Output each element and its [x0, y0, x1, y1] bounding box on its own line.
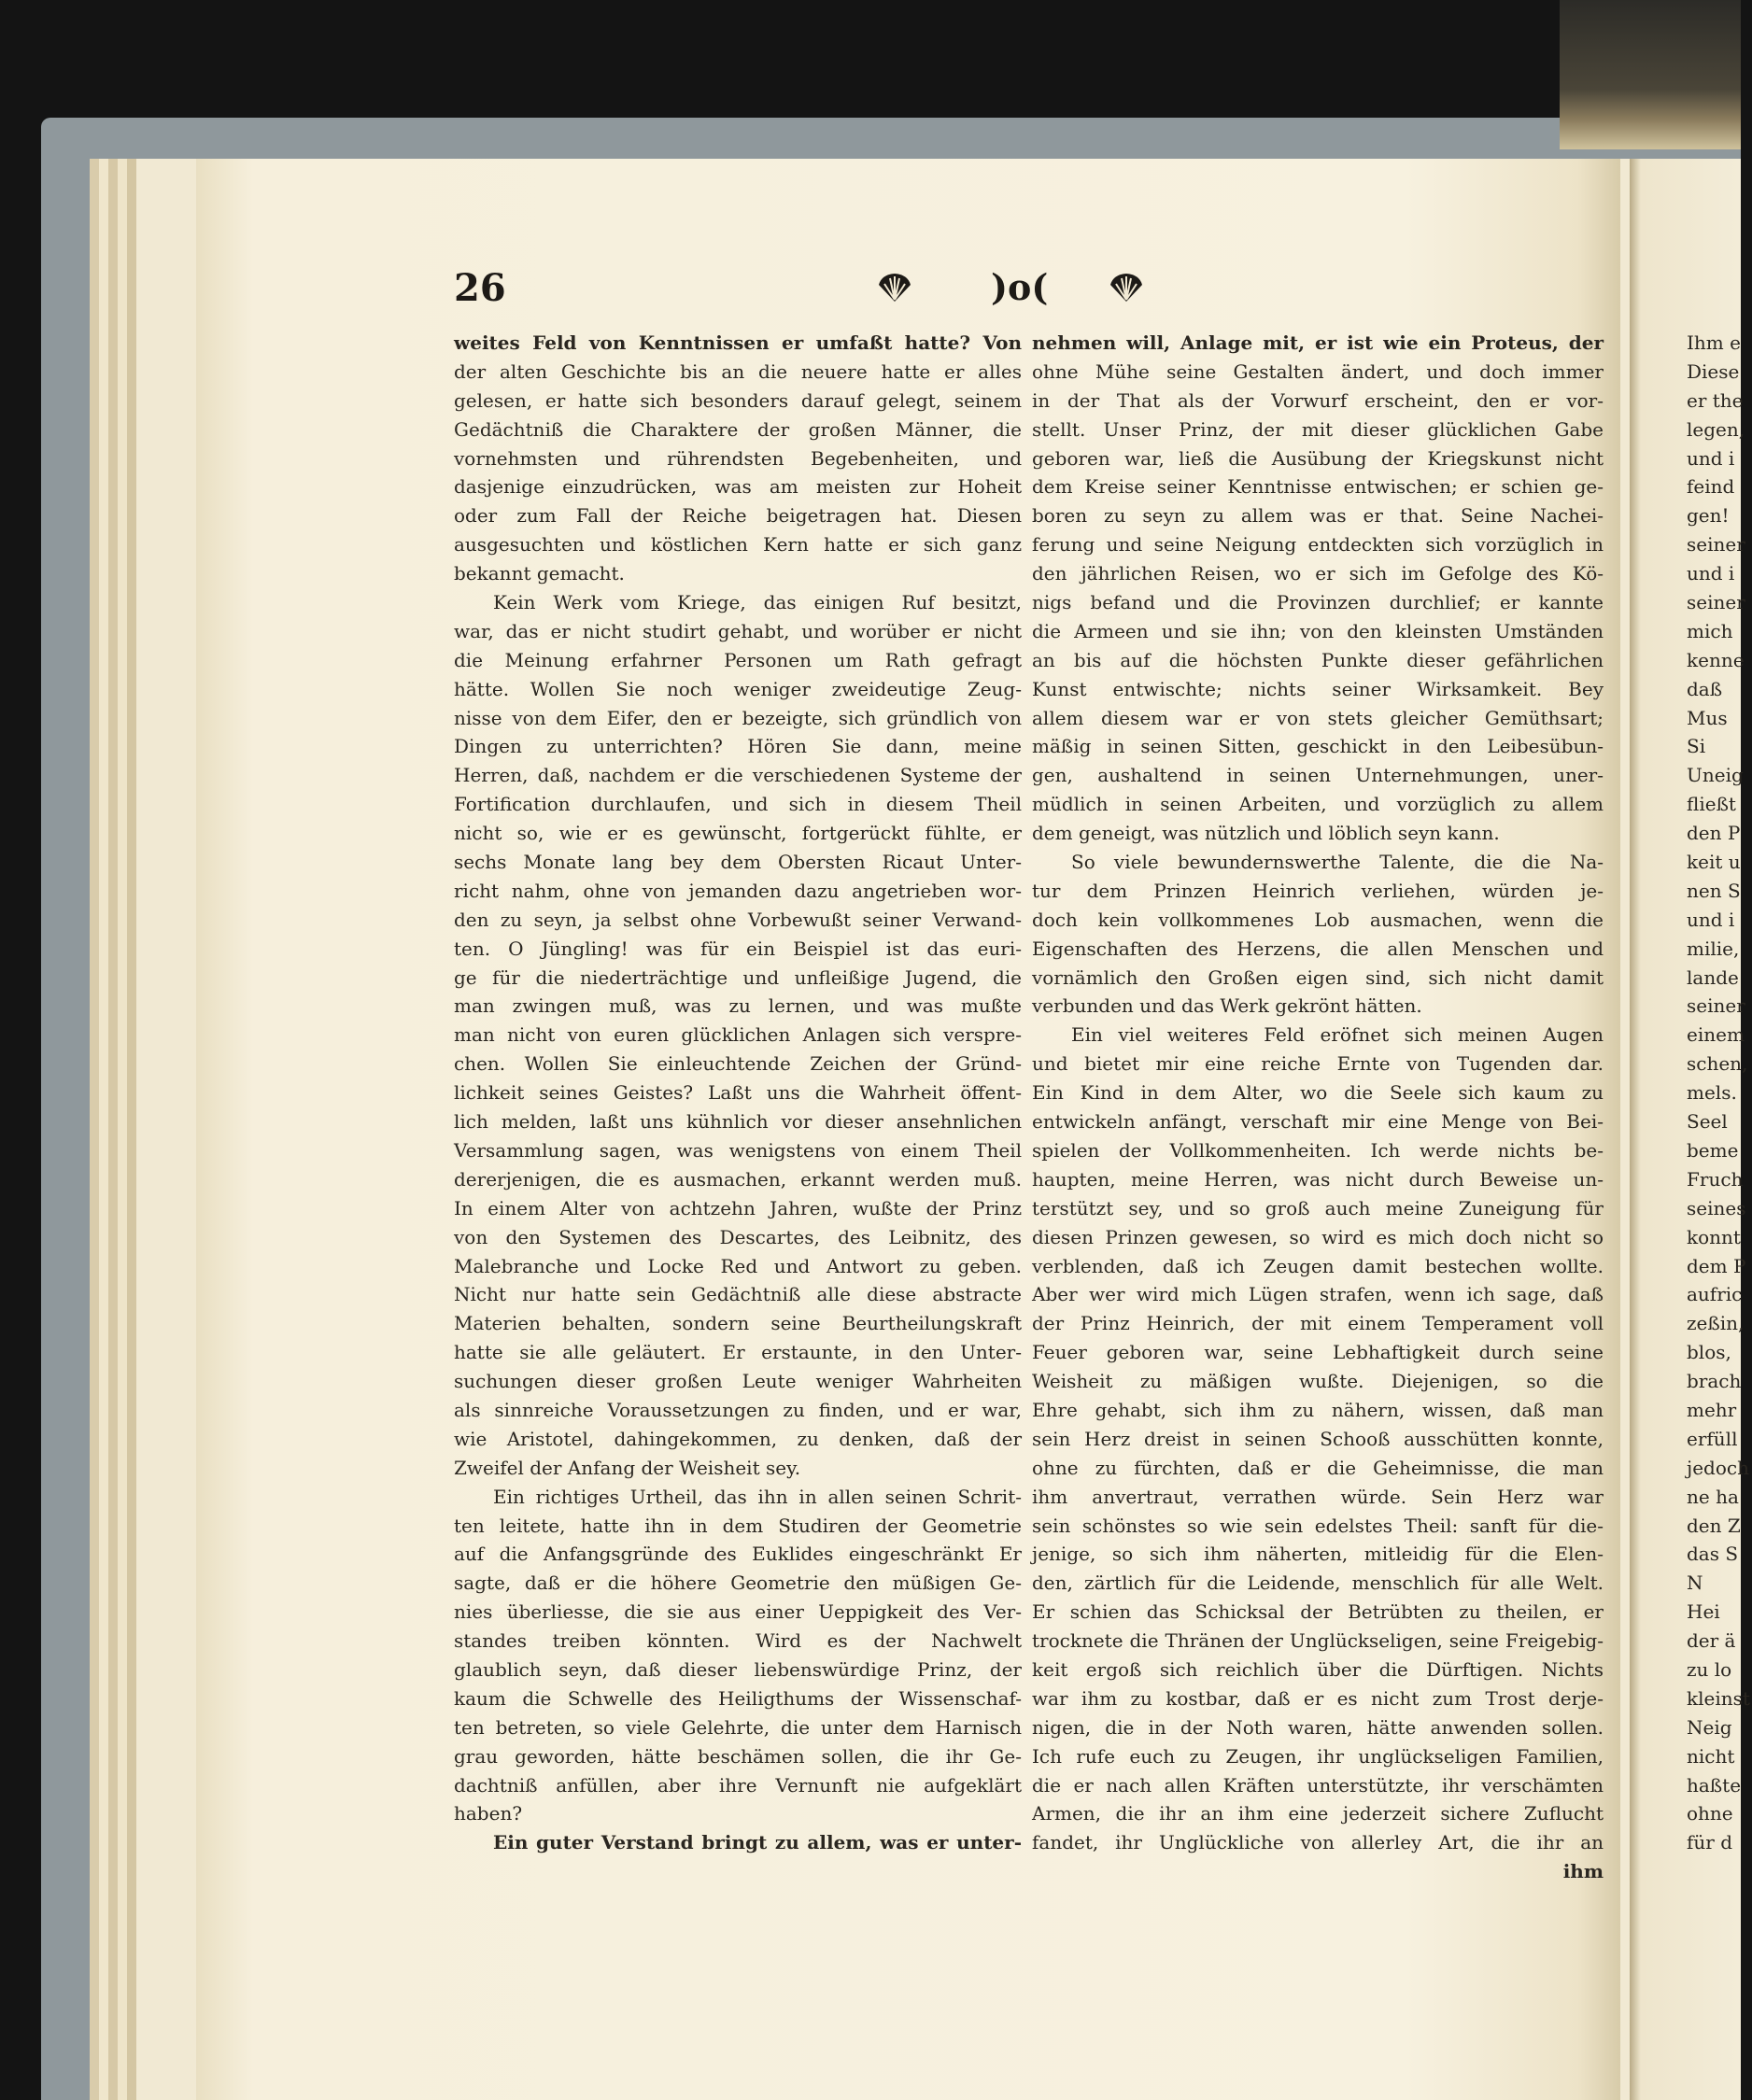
text-line: Kein Werk vom Kriege, das einigen Ruf besitzt, [493, 591, 1022, 614]
text-line: sagte, daß er die höhere Geometrie den müßigen Ge- [454, 1571, 1022, 1595]
text-line: gelesen, er hatte sich besonders darauf gelegt, seinem [454, 388, 1022, 412]
text-line: ten. O Jüngling! was für ein Beispiel ist das euri- [454, 937, 1022, 960]
facing-page-fragment: jedoch [1687, 1456, 1749, 1479]
facing-page-fragment: mels. [1687, 1081, 1737, 1105]
text-line: auf die Anfangsgründe des Euklides eingeschränkt Er [454, 1543, 1022, 1566]
text-line: ten leitete, hatte ihn in dem Studiren der Geometrie [454, 1514, 1022, 1537]
text-line: nigen, die in der Noth waren, hätte anwenden sollen. [1032, 1715, 1604, 1739]
text-line: geboren war, ließ die Ausübung der Kriegskunst nicht [1032, 446, 1604, 470]
text-line: dachtniß anfüllen, aber ihre Vernunft nie aufgeklärt [454, 1773, 1022, 1797]
facing-page-fragment: Mus [1687, 706, 1728, 729]
text-line: richt nahm, ohne von jemanden dazu angetrieben wor- [454, 879, 1022, 902]
text-line: nehmen will, Anlage mit, er ist wie ein Proteus, der [1032, 331, 1604, 354]
facing-page-fragment: das S [1687, 1543, 1739, 1566]
facing-page-fragment: erfüll [1687, 1427, 1738, 1450]
facing-page-fragment: brach [1687, 1370, 1742, 1393]
text-line: nicht so, wie er es gewünscht, fortgerückt fühlte, er [454, 822, 1022, 845]
text-line: Dingen zu unterrichten? Hören Sie dann, meine [454, 735, 1022, 758]
text-line: weites Feld von Kenntnissen er umfaßt hatte? Von [454, 331, 1022, 354]
facing-page-fragment: und i [1687, 446, 1735, 470]
text-line: ausgesuchten und köstlichen Kern hatte er sich ganz [454, 533, 1022, 557]
text-line: terstützt sey, und so groß auch meine Zuneigung für [1032, 1196, 1604, 1219]
text-line: Gedächtniß die Charaktere der großen Männer, die [454, 417, 1022, 441]
facing-page-fragment: einem [1687, 1023, 1745, 1047]
text-line: die er nach allen Kräften unterstützte, ihr verschämten [1032, 1773, 1604, 1797]
facing-page-fragment: Hei [1687, 1600, 1720, 1624]
facing-page-fragment: für d [1687, 1831, 1733, 1854]
facing-page-fragment: seiner [1687, 994, 1745, 1018]
facing-page-fragment: keit u [1687, 851, 1741, 874]
facing-page-fragment: seiner [1687, 591, 1745, 614]
text-line: chen. Wollen Sie einleuchtende Zeichen der Gründ- [454, 1052, 1022, 1076]
text-line: nisse von dem Eifer, den er bezeigte, sich gründlich von [454, 706, 1022, 729]
catchword: ihm [1562, 1860, 1604, 1883]
text-line: oder zum Fall der Reiche beigetragen hat. Diesen [454, 504, 1022, 528]
text-line: lichkeit seines Geistes? Laßt uns die Wahrheit öffent- [454, 1081, 1022, 1105]
facing-page-fragment: daß [1687, 677, 1723, 700]
shell-ornament-icon [1108, 272, 1145, 303]
text-line: dasjenige einzudrücken, was am meisten zur Hoheit [454, 475, 1022, 499]
facing-page-fragment: ohne [1687, 1802, 1733, 1825]
text-line: Ich rufe euch zu Zeugen, ihr unglückseligen Familien, [1032, 1744, 1604, 1768]
facing-page-fragment: Diese [1687, 359, 1740, 383]
text-line: verblenden, daß ich Zeugen damit bestechen wollte. [1032, 1254, 1604, 1277]
facing-page-fragment: nicht [1687, 1744, 1735, 1768]
text-line: ohne Mühe seine Gestalten ändert, und doch immer [1032, 359, 1604, 383]
text-line: Zweifel der Anfang der Weisheit sey. [454, 1456, 801, 1479]
text-line: mäßig in seinen Sitten, geschickt in den Leibesübun- [1032, 735, 1604, 758]
facing-page-fragment: ne ha [1687, 1485, 1739, 1508]
text-line: die Meinung erfahrner Personen um Rath gefragt [454, 648, 1022, 671]
text-line: war, das er nicht studirt gehabt, und worüber er nicht [454, 619, 1022, 642]
text-line: von den Systemen des Descartes, des Leibnitz, des [454, 1225, 1022, 1248]
facing-page-fragment: Neig [1687, 1715, 1732, 1739]
text-line: müdlich in seinen Arbeiten, und vorzüglich zu allem [1032, 793, 1604, 816]
text-line: Herren, daß, nachdem er die verschiedenen Systeme der [454, 764, 1022, 787]
text-line: boren zu seyn zu allem was er that. Seine Nachei- [1032, 504, 1604, 528]
facing-page-fragment: schen, [1687, 1052, 1748, 1076]
text-line: verbunden und das Werk gekrönt hätten. [1032, 994, 1422, 1018]
text-line: den, zärtlich für die Leidende, menschlich für alle Welt. [1032, 1571, 1604, 1595]
text-line: vornehmsten und rührendsten Begebenheiten, und [454, 446, 1022, 470]
facing-page-fragment: zeßin, [1687, 1312, 1745, 1335]
text-line: der alten Geschichte bis an die neuere hatte er alles [454, 359, 1022, 383]
text-line: grau geworden, hätte beschämen sollen, die ihr Ge- [454, 1744, 1022, 1768]
facing-page-fragment: kleinst [1687, 1686, 1750, 1710]
facing-page-fragment: er the [1687, 388, 1744, 412]
text-line: nigs befand und die Provinzen durchlief; er kannte [1032, 591, 1604, 614]
facing-page-fragment: Uneig [1687, 764, 1744, 787]
text-line: den zu seyn, ja selbst ohne Vorbewußt seiner Verwand- [454, 908, 1022, 931]
text-line: der Prinz Heinrich, der mit einem Temperament voll [1032, 1312, 1604, 1335]
text-line: ten betreten, so viele Gelehrte, die unter dem Harnisch [454, 1715, 1022, 1739]
text-line: Ein viel weiteres Feld eröfnet sich meinen Augen [1071, 1023, 1604, 1047]
text-line: doch kein vollkommenes Lob ausmachen, wenn die [1032, 908, 1604, 931]
text-line: man zwingen muß, was zu lernen, und was mußte [454, 994, 1022, 1018]
text-line: bekannt gemacht. [454, 562, 625, 585]
text-line: spielen der Vollkommenheiten. Ich werde nichts be- [1032, 1138, 1604, 1162]
facing-page-fragment: feind [1687, 475, 1735, 499]
facing-page-fragment: mich [1687, 619, 1733, 642]
text-line: ihm anvertraut, verrathen würde. Sein Herz war [1032, 1485, 1604, 1508]
right-text-column [1032, 329, 1604, 1886]
text-line: sechs Monate lang bey dem Obersten Ricaut Unter- [454, 851, 1022, 874]
text-line: So viele bewundernswerthe Talente, die die Na- [1071, 851, 1604, 874]
text-line: Weisheit zu mäßigen wußte. Diejenigen, so die [1032, 1370, 1604, 1393]
text-line: gen, aushaltend in seinen Unternehmungen, uner- [1032, 764, 1604, 787]
facing-page-fragment: konnt [1687, 1225, 1741, 1248]
text-line: fandet, ihr Unglückliche von allerley Art, die ihr an [1032, 1831, 1604, 1854]
facing-page-fragment: mehr [1687, 1398, 1737, 1421]
text-line: ohne zu fürchten, daß er die Geheimnisse, die man [1032, 1456, 1604, 1479]
facing-page-fragment: nen S [1687, 879, 1741, 902]
header-mark: )o( [991, 266, 1049, 308]
facing-page-fragment: Seel [1687, 1110, 1728, 1134]
page-header [454, 266, 1164, 322]
left-text-column [454, 329, 1022, 1857]
stacked-book-edge [1560, 0, 1741, 149]
text-line: glaublich seyn, daß dieser liebenswürdige Prinz, der [454, 1657, 1022, 1681]
facing-page-fragment: aufric [1687, 1283, 1743, 1306]
text-line: Er schien das Schicksal der Betrübten zu theilen, er [1032, 1600, 1604, 1624]
text-line: Feuer geboren war, seine Lebhaftigkeit durch seine [1032, 1341, 1604, 1364]
facing-page-fragment: seiner [1687, 533, 1745, 557]
shell-ornament-icon [876, 272, 913, 303]
facing-page-fragment: seines [1687, 1196, 1746, 1219]
text-line: Malebranche und Locke Red und Antwort zu geben. [454, 1254, 1022, 1277]
text-line: sein schönstes so wie sein edelstes Theil: sanft für die- [1032, 1514, 1604, 1537]
text-line: die Armeen und sie ihn; von den kleinsten Umständen [1032, 619, 1604, 642]
facing-page-fragment: den P [1687, 822, 1741, 845]
facing-page-fragment: zu lo [1687, 1657, 1732, 1681]
facing-page-fragment: Si [1687, 735, 1706, 758]
text-line: stellt. Unser Prinz, der mit dieser glücklichen Gabe [1032, 417, 1604, 441]
facing-page-fragment: gen! [1687, 504, 1730, 528]
text-line: ge für die niederträchtige und unfleißige Jugend, die [454, 965, 1022, 989]
text-line: nies überliesse, die sie aus einer Ueppigkeit des Ver- [454, 1600, 1022, 1624]
text-line: tur dem Prinzen Heinrich verliehen, würden je- [1032, 879, 1604, 902]
text-line: hätte. Wollen Sie noch weniger zweideutige Zeug- [454, 677, 1022, 700]
text-line: und bietet mir eine reiche Ernte von Tugenden dar. [1032, 1052, 1604, 1076]
text-line: den jährlichen Reisen, wo er sich im Gefolge des Kö- [1032, 562, 1604, 585]
text-line: Fortification durchlaufen, und sich in diesem Theil [454, 793, 1022, 816]
text-line: Kunst entwischte; nichts seiner Wirksamkeit. Bey [1032, 677, 1604, 700]
facing-page-fragment: fließt [1687, 793, 1736, 816]
facing-page-fragment: N [1687, 1571, 1703, 1595]
text-line: Aber wer wird mich Lügen strafen, wenn ich sage, daß [1032, 1283, 1604, 1306]
facing-page-fragment: der ä [1687, 1629, 1736, 1653]
facing-page-fragment: lande [1687, 965, 1739, 989]
text-line: Nicht nur hatte sein Gedächtniß alle diese abstracte [454, 1283, 1022, 1306]
text-line: lich melden, laßt uns kühnlich vor dieser ansehnlichen [454, 1110, 1022, 1134]
text-line: diesen Prinzen gewesen, so wird es mich doch nicht so [1032, 1225, 1604, 1248]
text-line: trocknete die Thränen der Unglückseligen, seine Freigebig- [1032, 1629, 1604, 1653]
text-line: in der That als der Vorwurf erscheint, den er vor- [1032, 388, 1604, 412]
page-number: 26 [454, 266, 506, 310]
text-line: Armen, die ihr an ihm eine jederzeit sichere Zuflucht [1032, 1802, 1604, 1825]
text-line: an bis auf die höchsten Punkte dieser gefährlichen [1032, 648, 1604, 671]
text-line: standes treiben könnten. Wird es der Nachwelt [454, 1629, 1022, 1653]
text-line: war ihm zu kostbar, daß er es nicht zum Trost derje- [1032, 1686, 1604, 1710]
text-line: hatte sie alle geläutert. Er erstaunte, in den Unter- [454, 1341, 1022, 1364]
text-line: dererjenigen, die es ausmachen, erkannt werden muß. [454, 1167, 1022, 1191]
text-line: Eigenschaften des Herzens, die allen Menschen und [1032, 937, 1604, 960]
text-line: Ein Kind in dem Alter, wo die Seele sich kaum zu [1032, 1081, 1604, 1105]
facing-page-fragment: Ihm e [1687, 331, 1741, 354]
text-line: haben? [454, 1802, 523, 1825]
text-line: Ehre gehabt, sich ihm zu nähern, wissen, daß man [1032, 1398, 1604, 1421]
text-line: kaum die Schwelle des Heiligthums der Wissenschaf- [454, 1686, 1022, 1710]
text-line: In einem Alter von achtzehn Jahren, wußte der Prinz [454, 1196, 1022, 1219]
text-line: Versammlung sagen, was wenigstens von einem Theil [454, 1138, 1022, 1162]
text-line: Ein richtiges Urtheil, das ihn in allen seinen Schrit- [493, 1485, 1022, 1508]
text-line: allem diesem war er von stets gleicher Gemüthsart; [1032, 706, 1604, 729]
facing-page-fragment: legen, [1687, 417, 1745, 441]
text-line: vornämlich den Großen eigen sind, sich nicht damit [1032, 965, 1604, 989]
text-line: suchungen dieser großen Leute weniger Wahrheiten [454, 1370, 1022, 1393]
facing-page-fragment: beme [1687, 1138, 1739, 1162]
facing-page-fragment: milie, [1687, 937, 1740, 960]
text-line: entwickeln anfängt, verschaft mir eine Menge von Bei- [1032, 1110, 1604, 1134]
facing-page-fragment: den Z [1687, 1514, 1741, 1537]
text-line: dem Kreise seiner Kenntnisse entwischen; er schien ge- [1032, 475, 1604, 499]
facing-page-fragment: haßte [1687, 1773, 1742, 1797]
facing-page-fragment: blos, [1687, 1341, 1731, 1364]
facing-page-fragment: und i [1687, 908, 1735, 931]
text-line: sein Herz dreist in seinen Schooß ausschütten konnte, [1032, 1427, 1604, 1450]
facing-page-fragment: dem P [1687, 1254, 1746, 1277]
facing-page-fragment: Fruch [1687, 1167, 1744, 1191]
text-line: ferung und seine Neigung entdeckten sich vorzüglich in [1032, 533, 1604, 557]
text-line: man nicht von euren glücklichen Anlagen sich verspre- [454, 1023, 1022, 1047]
text-line: dem geneigt, was nützlich und löblich seyn kann. [1032, 822, 1500, 845]
text-line: jenige, so sich ihm näherten, mitleidig für die Elen- [1032, 1543, 1604, 1566]
text-line: als sinnreiche Voraussetzungen zu finden, und er war, [454, 1398, 1022, 1421]
text-line: haupten, meine Herren, was nicht durch Beweise un- [1032, 1167, 1604, 1191]
facing-page-text [1687, 329, 1752, 1857]
text-line: Materien behalten, sondern seine Beurtheilungskraft [454, 1312, 1022, 1335]
text-line: keit ergoß sich reichlich über die Dürftigen. Nichts [1032, 1657, 1604, 1681]
facing-page-fragment: und i [1687, 562, 1735, 585]
facing-page-fragment: kenne [1687, 648, 1745, 671]
text-line: Ein guter Verstand bringt zu allem, was er unter- [493, 1831, 1022, 1854]
text-line: wie Aristotel, dahingekommen, zu denken, daß der [454, 1427, 1022, 1450]
